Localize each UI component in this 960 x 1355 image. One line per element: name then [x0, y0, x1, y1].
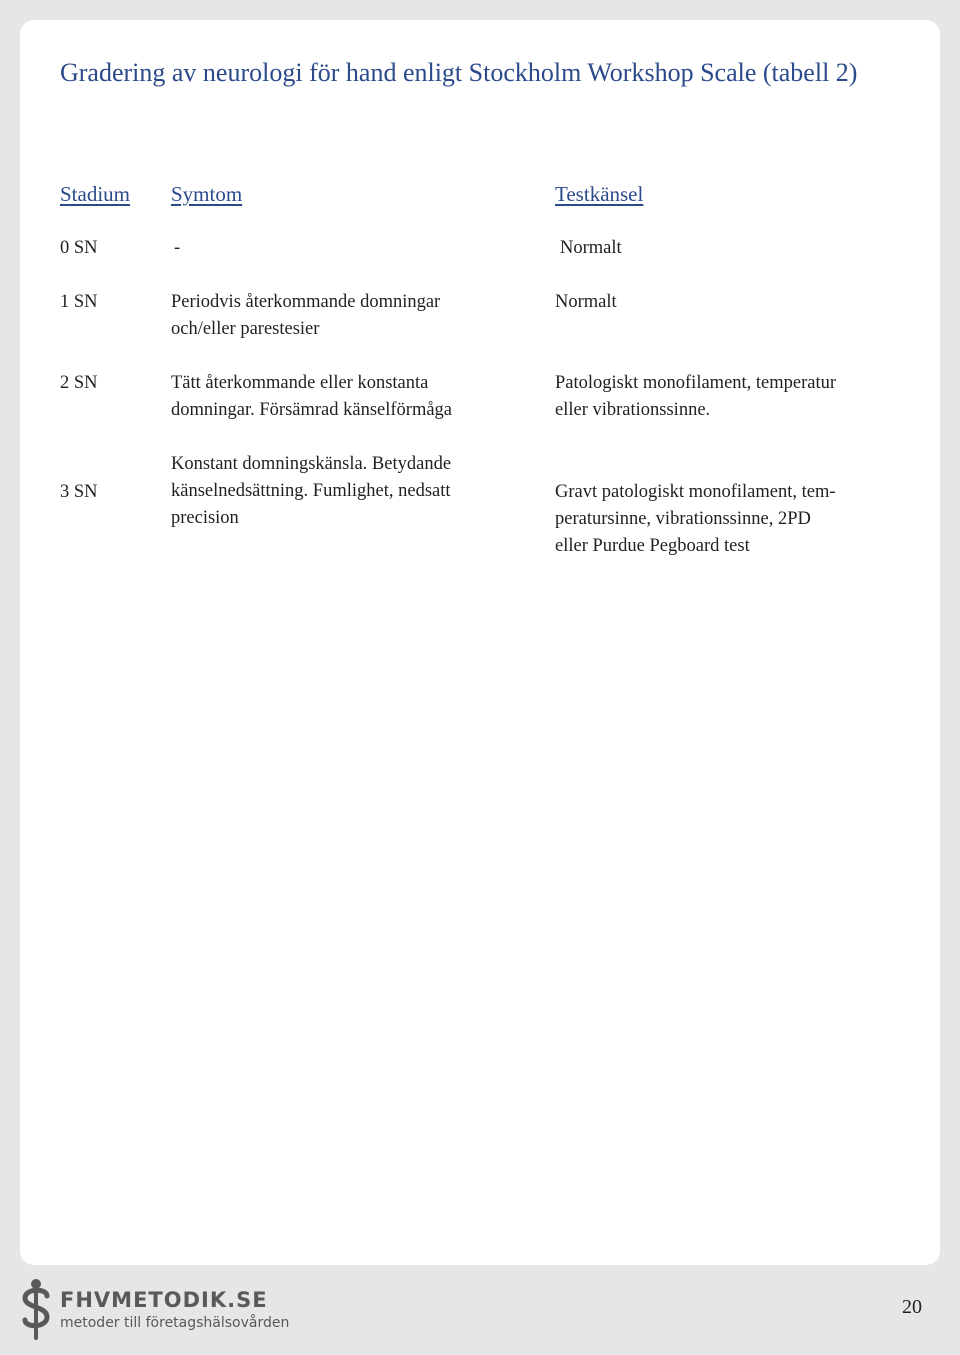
cell-symtom: Tätt återkommande eller konstanta domningar. Försämrad känselförmåga: [171, 373, 453, 420]
cell-symtom: Konstant domningskänsla. Betydande känselnedsättning. Fumlighet, nedsatt precision: [171, 454, 452, 528]
cell-stadium: 1 SN: [60, 292, 98, 312]
cell-symtom: -: [174, 238, 181, 258]
cell-testkansel: Gravt patologiskt monofilament, tem- peratursinne, vibrationssinne, 2PD eller Purdue Pegboard test: [555, 482, 836, 556]
cell-testkansel: Patologiskt monofilament, temperatur eller vibrationssinne.: [555, 373, 837, 420]
column-header-stadium: Stadium: [60, 182, 131, 206]
staff-of-asclepius-s-icon: [18, 1278, 54, 1342]
cell-stadium: 0 SN: [60, 238, 98, 258]
cell-stadium: 3 SN: [60, 482, 98, 502]
page-card: [20, 20, 940, 1265]
cell-stadium: 2 SN: [60, 373, 98, 393]
column-header-symtom: Symtom: [171, 182, 243, 206]
page-title: Gradering av neurologi för hand enligt Stockholm Workshop Scale (tabell 2): [60, 58, 858, 87]
cell-testkansel: Normalt: [560, 238, 622, 258]
page-number: 20: [902, 1296, 922, 1318]
cell-testkansel: Normalt: [555, 292, 617, 312]
column-header-testkansel: Testkänsel: [555, 182, 644, 206]
logo-name: FHVMETODIK.SE: [60, 1288, 268, 1312]
footer-logo[interactable]: [18, 1278, 288, 1342]
logo-tagline: metoder till företagshälsovården: [60, 1315, 290, 1331]
cell-symtom: Periodvis återkommande domningar och/eller parestesier: [171, 292, 441, 339]
